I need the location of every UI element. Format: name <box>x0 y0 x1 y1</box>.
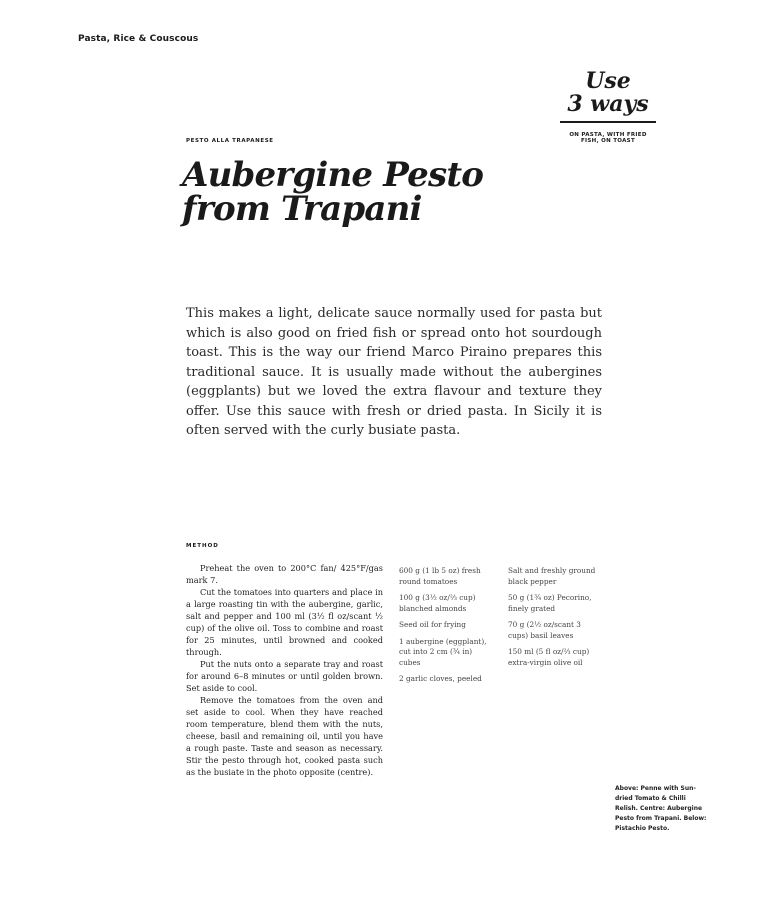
ingredients-column-1 <box>399 566 491 691</box>
method-step: Preheat the oven to 200°C fan/ 425°F/gas mark 7. <box>186 563 383 585</box>
use-ways-line-2: 3 ways <box>567 91 649 117</box>
ingredient-item: 600 g (1 lb 5 oz) fresh round tomatoes <box>399 566 481 586</box>
ingredients-column-2 <box>508 566 600 674</box>
ingredient-item: 100 g (3½ oz/⅔ cup) blanched almonds <box>399 593 476 613</box>
recipe-title-line-1: Aubergine Pesto <box>182 155 484 195</box>
use-ways-divider <box>560 121 656 123</box>
use-ways-title <box>560 70 656 116</box>
section-label: Pasta, Rice & Couscous <box>78 34 199 44</box>
ingredient-item: Seed oil for frying <box>399 620 466 629</box>
recipe-title-line-2: from Trapani <box>182 189 422 229</box>
method-step: Cut the tomatoes into quarters and place in a large roasting tin with the aubergine, garlic, salt and pepper and 100 ml (3½ fl oz/scant ½ cup) of the olive oil. Toss to combine and roast for 25 minutes, until browned and cooked through. <box>186 587 383 657</box>
recipe-kicker: PESTO ALLA TRAPANESE <box>186 138 274 144</box>
ingredient-item: 2 garlic cloves, peeled <box>399 674 482 683</box>
method-step: Put the nuts onto a separate tray and roast for around 6–8 minutes or until golden brown. Set aside to cool. <box>186 659 383 693</box>
ingredient-item: 70 g (2½ oz/scant 3 cups) basil leaves <box>508 620 581 640</box>
method-step: Remove the tomatoes from the oven and set aside to cool. When they have reached room temperature, blend them with the nuts, cheese, basil and remaining oil, until you have a rough paste. Taste and season as necessary. Stir the pesto through hot, cooked pasta such as the busiate in the photo opposite (centre). <box>186 695 383 777</box>
use-ways-note: ON PASTA, WITH FRIED FISH, ON TOAST <box>569 131 647 144</box>
ingredient-item: 150 ml (5 fl oz/⅔ cup) extra-virgin olive oil <box>508 647 590 667</box>
use-ways-box <box>560 70 656 145</box>
method-label: METHOD <box>186 543 219 549</box>
ingredient-item: Salt and freshly ground black pepper <box>508 566 596 586</box>
use-ways-line-1: Use <box>585 68 631 94</box>
recipe-intro: This makes a light, delicate sauce normally used for pasta but which is also good on fried fish or spread onto hot sourdough toast. This is the way our friend Marco Piraino prepares this traditional sauce. It is usually made without the aubergines (eggplants) but we loved the extra flavour and texture they offer. Use this sauce with fresh or dried pasta. In Sicily it is often served with the curly busiate pasta. <box>186 306 602 438</box>
ingredient-item: 1 aubergine (eggplant), cut into 2 cm (¾ in) cubes <box>399 636 487 667</box>
ingredient-item: 50 g (1¾ oz) Pecorino, finely grated <box>508 593 592 613</box>
recipe-title <box>182 155 562 229</box>
photo-caption: Above: Penne with Sun-dried Tomato & Chilli Relish. Centre: Aubergine Pesto from Trapani. Below: Pistachio Pesto. <box>615 785 707 832</box>
method-steps <box>186 562 383 778</box>
